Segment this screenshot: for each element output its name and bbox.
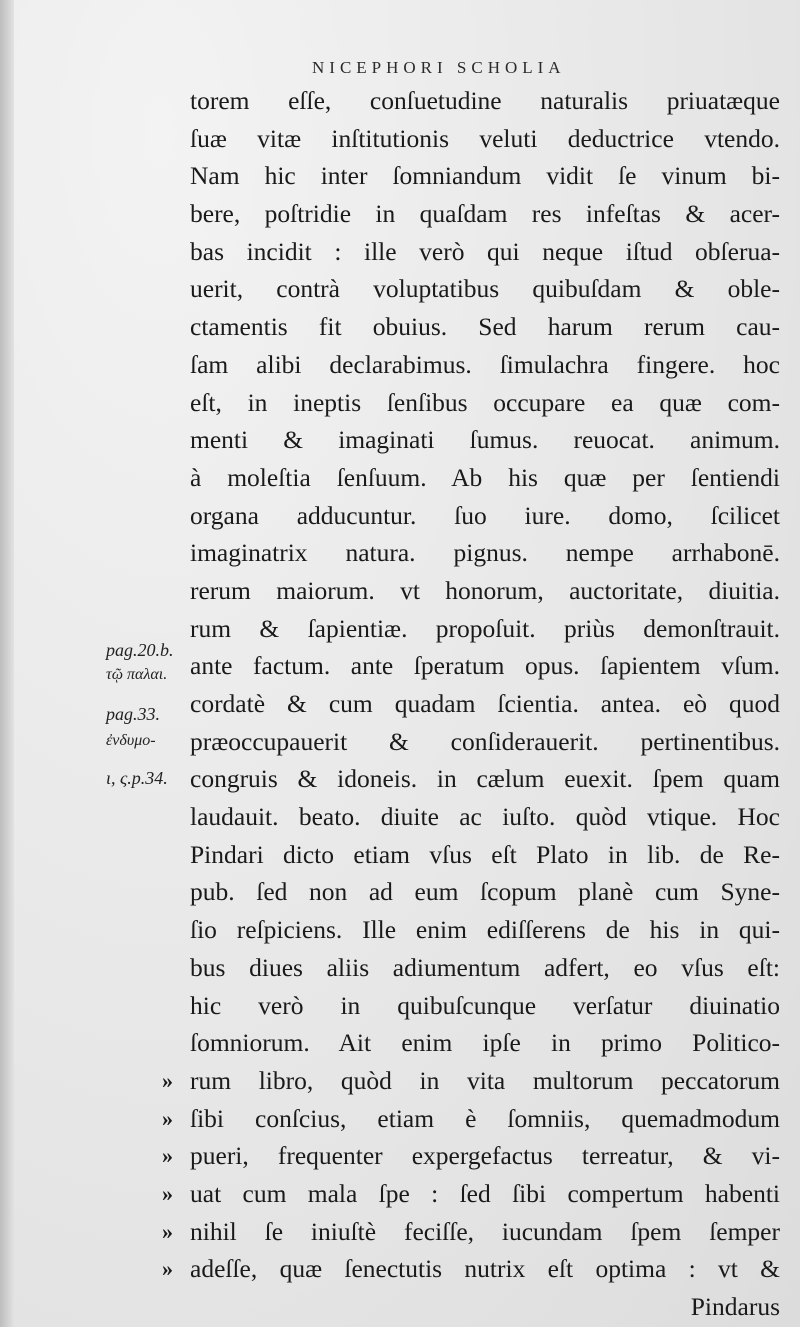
line-text: torem eſſe, conſuetudine naturalis priuatæque	[190, 86, 780, 115]
line-text: Pindari dicto etiam vſus eſt Plato in lib. de Re-	[190, 839, 780, 869]
body-text	[162, 82, 780, 1326]
line-text: bere, poſtridie in quaſdam res infeſtas & acer-	[190, 199, 780, 229]
margin-note: ι, ς.p.34.	[106, 768, 168, 788]
text-line	[190, 421, 780, 459]
line-text: Nam hic inter ſomniandum vidit ſe vinum bi-	[190, 161, 780, 191]
text-line	[190, 82, 780, 120]
line-text: laudauit. beato. diuite ac iuſto. quòd vtique. Hoc	[190, 802, 780, 832]
line-text: bus diues aliis adiumentum adfert, eo vſus eſt:	[190, 952, 780, 982]
line-text: pub. ſed non ad eum ſcopum planè cum Syne-	[190, 877, 780, 907]
line-text: organa adducuntur. ſuo iure. domo, ſcilicet	[190, 500, 780, 530]
line-text: ſomniorum. Ait enim ipſe in primo Politico-	[190, 1028, 780, 1058]
line-text: Pindarus	[690, 1292, 780, 1321]
line-text: imaginatrix natura. pignus. nempe arrhabonē.	[190, 538, 780, 568]
line-text: præoccupauerit & conſiderauerit. pertinentibus.	[190, 726, 780, 756]
line-text: ctamentis fit obuius. Sed harum rerum cau-	[190, 312, 780, 342]
text-line	[190, 685, 780, 723]
line-text: rum libro, quòd in vita multorum peccatorum	[190, 1065, 780, 1095]
quote-mark: »	[162, 1143, 173, 1169]
text-line	[190, 1288, 780, 1326]
text-line	[190, 346, 780, 384]
text-line	[190, 120, 780, 158]
text-line	[190, 610, 780, 648]
text-line	[190, 233, 780, 271]
line-text: à moleſtia ſenſuum. Ab his quæ per ſentiendi	[190, 462, 780, 492]
line-text: uerit, contrà voluptatibus quibuſdam & oble-	[190, 274, 780, 304]
quote-mark: »	[162, 1067, 173, 1093]
line-text: congruis & idoneis. in cælum euexit. ſpem quam	[190, 764, 780, 794]
text-line	[162, 1250, 780, 1288]
text-line	[190, 949, 780, 987]
text-line	[190, 497, 780, 535]
text-line	[162, 1137, 780, 1175]
line-text: menti & imaginati ſumus. reuocat. animum.	[190, 425, 780, 455]
quote-mark: »	[162, 1218, 173, 1244]
line-text: nihil ſe iniuſtè feciſſe, iucundam ſpem ſemper	[190, 1216, 780, 1246]
line-text: bas incidit : ille verò qui neque iſtud obſerua-	[190, 236, 780, 266]
text-line	[190, 760, 780, 798]
margin-note: τῷ παλαι.	[106, 666, 168, 683]
text-line	[190, 459, 780, 497]
line-text: hic verò in quibuſcunque verſatur diuinatio	[190, 990, 780, 1020]
text-line	[190, 911, 780, 949]
page-edge-shadow	[0, 0, 14, 1327]
text-line	[190, 987, 780, 1025]
text-line	[190, 572, 780, 610]
line-text: ſibi conſcius, etiam è ſomniis, quemadmodum	[190, 1103, 780, 1133]
text-line	[190, 534, 780, 572]
text-line	[190, 195, 780, 233]
text-line	[190, 157, 780, 195]
text-line	[190, 873, 780, 911]
text-line	[190, 647, 780, 685]
line-text: ſio reſpiciens. Ille enim ediſſerens de his in qui-	[190, 915, 780, 945]
margin-note: pag.33.	[106, 704, 160, 724]
quote-mark: »	[162, 1105, 173, 1131]
line-text: cordatè & cum quadam ſcientia. antea. eò quod	[190, 689, 780, 718]
line-text: rerum maiorum. vt honorum, auctoritate, diuitia.	[190, 575, 780, 605]
text-line	[190, 798, 780, 836]
margin-note: ἐνδυμο-	[106, 732, 156, 749]
line-text: ſam alibi declarabimus. ſimulachra fingere. hoc	[190, 349, 780, 379]
text-line	[190, 723, 780, 761]
quote-mark: »	[162, 1256, 173, 1282]
line-text: eſt, in ineptis ſenſibus occupare ea quæ com-	[190, 387, 780, 417]
text-line	[190, 836, 780, 874]
text-line	[162, 1213, 780, 1251]
text-line	[162, 1062, 780, 1100]
text-line	[190, 270, 780, 308]
text-line	[190, 1024, 780, 1062]
line-text: uat cum mala ſpe : ſed ſibi compertum habenti	[190, 1178, 780, 1208]
line-text: adeſſe, quæ ſenectutis nutrix eſt optima : vt &	[190, 1254, 780, 1284]
running-header: NICEPHORI SCHOLIA	[312, 58, 566, 77]
text-line	[162, 1175, 780, 1213]
text-line	[162, 1100, 780, 1138]
quote-mark: »	[162, 1180, 173, 1206]
line-text: rum & ſapientiæ. propoſuit. priùs demonſtrauit.	[190, 613, 780, 643]
line-text: ante factum. ante ſperatum opus. ſapientem vſum.	[190, 651, 780, 681]
text-line	[190, 308, 780, 346]
margin-note: pag.20.b.	[106, 640, 174, 660]
line-text: ſuæ vitæ inſtitutionis veluti deductrice vtendo.	[190, 123, 780, 153]
line-text: pueri, frequenter expergefactus terreatur, & vi-	[190, 1141, 780, 1171]
text-line	[190, 384, 780, 422]
